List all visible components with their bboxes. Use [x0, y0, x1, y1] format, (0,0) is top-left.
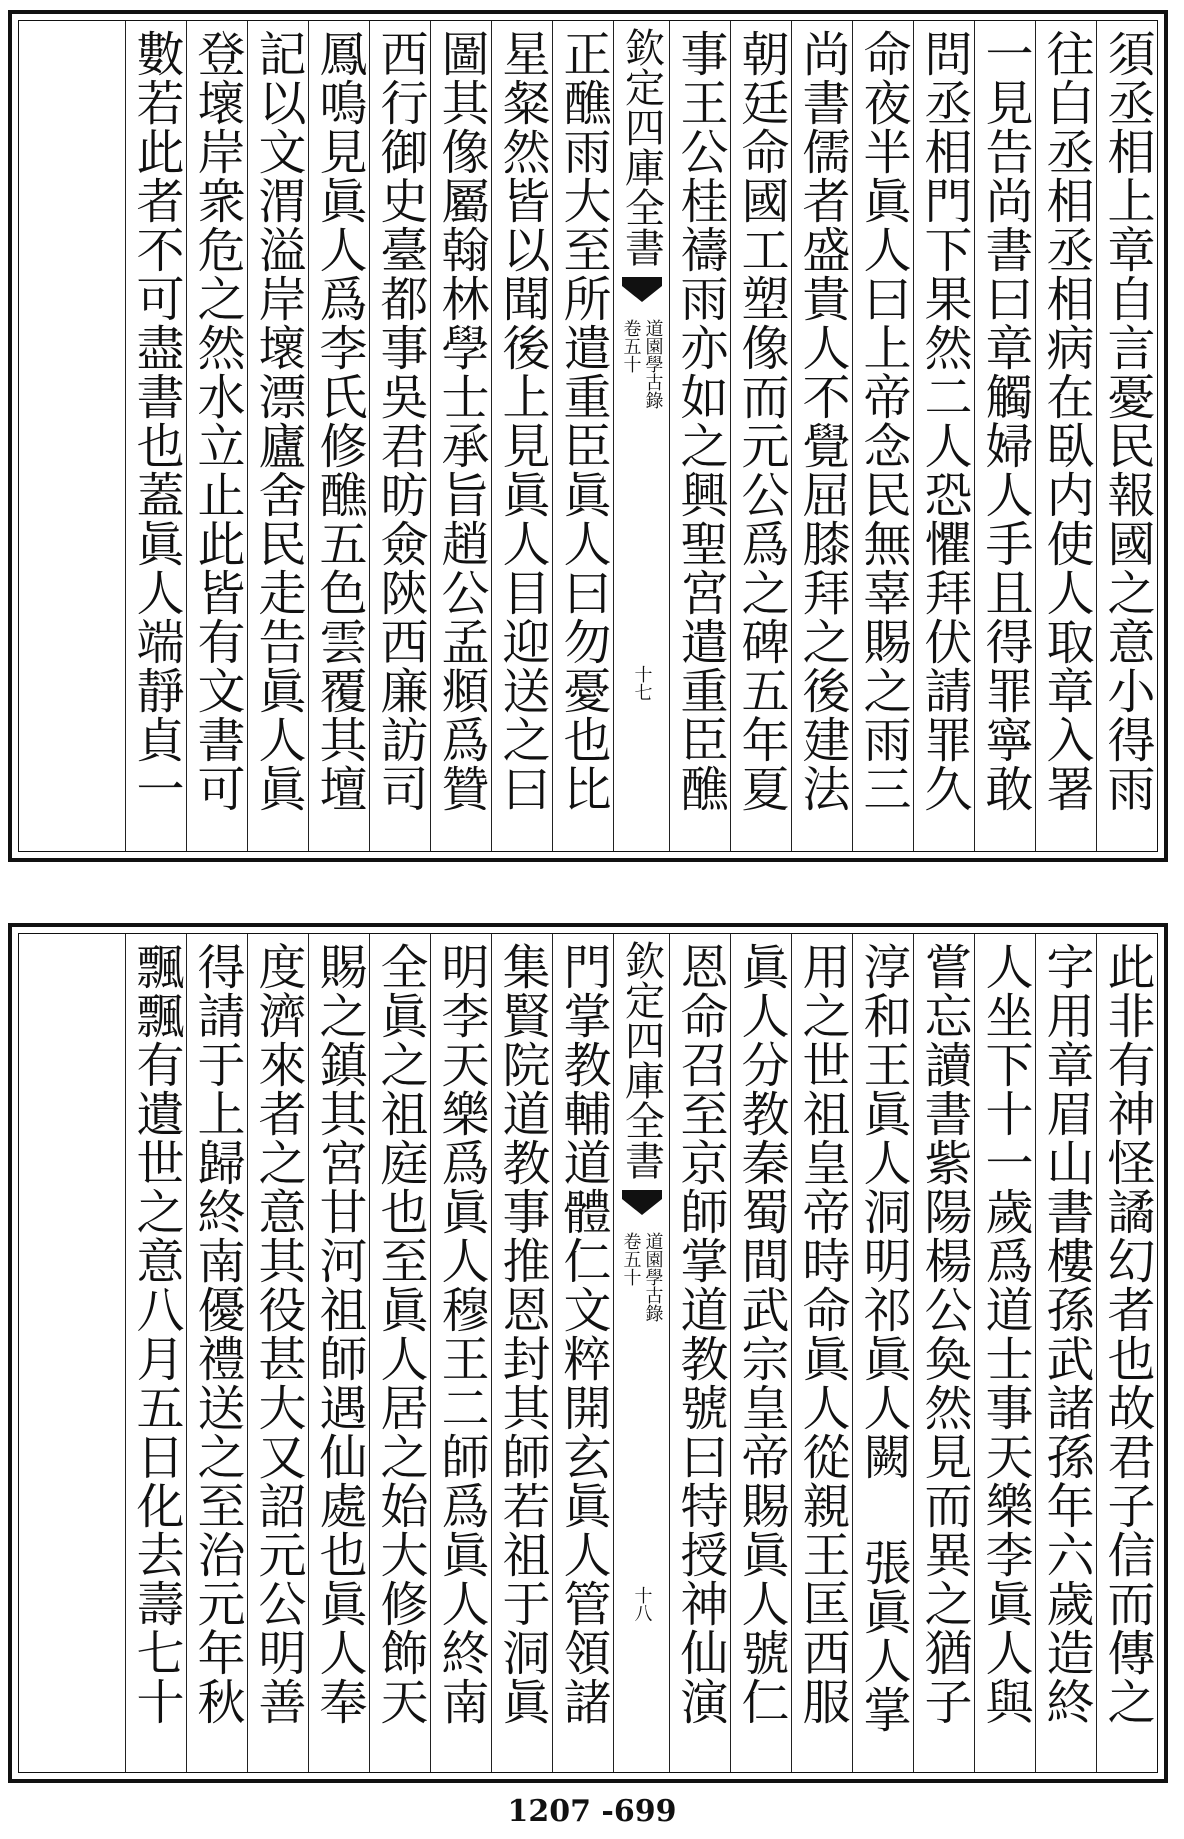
text-column: 須丞相上章自言憂民報國之意小得雨 — [1096, 21, 1157, 851]
text-column: 度濟來者之意其役甚大又詔元公明善 — [247, 934, 308, 1772]
text-column: 得請于上歸終南優禮送之至治元年秋 — [186, 934, 247, 1772]
series-title: 欽定四庫全書 — [618, 27, 665, 267]
text-column: 朝廷命國工塑像而元公爲之碑五年夏 — [730, 21, 791, 851]
text-column: 事王公桂禱雨亦如之興聖宮遣重臣醮 — [669, 21, 730, 851]
book-title: 道園學古錄 — [642, 1232, 664, 1322]
text-column: 記以文渭溢岸壞漂廬舍民走告眞人眞 — [247, 21, 308, 851]
text-column: 恩命召至京師掌道教號曰特授神仙演 — [669, 934, 730, 1772]
text-column: 人坐下十一歲爲道士事天樂李眞人與 — [974, 934, 1035, 1772]
series-title: 欽定四庫全書 — [618, 940, 665, 1180]
volume-number: 卷五十 — [620, 1232, 642, 1286]
book-info — [621, 1232, 663, 1322]
text-column: 字用章眉山書樓孫武諸孫年六歲造終 — [1035, 934, 1096, 1772]
page-number-footer: 1207 -699 — [507, 1794, 677, 1829]
page-top-frame — [18, 20, 1158, 852]
page-bottom-frame — [18, 933, 1158, 1773]
text-column: 一見告尚書曰章觸婦人手且得罪寧敢 — [974, 21, 1035, 851]
text-column: 登壞岸衆危之然水立止此皆有文書可 — [186, 21, 247, 851]
book-title: 道園學古錄 — [642, 319, 664, 409]
text-column: 往白丞相丞相病在臥内使人取章入署 — [1035, 21, 1096, 851]
text-column: 鳳鳴見眞人爲李氏修醮五色雲覆其壇 — [308, 21, 369, 851]
text-column: 明李天樂爲眞人穆王二師爲眞人終南 — [430, 934, 491, 1772]
text-column: 賜之鎮其宮甘河祖師遇仙處也眞人奉 — [308, 934, 369, 1772]
center-spine — [613, 934, 669, 1772]
text-column: 星粲然皆以聞後上見眞人目迎送之曰 — [491, 21, 552, 851]
book-info — [621, 319, 663, 409]
leaf-number: 十七 — [631, 665, 653, 701]
leaf-number: 十八 — [631, 1586, 653, 1622]
text-column: 門掌教輔道體仁文粹開玄眞人管領諸 — [552, 934, 613, 1772]
volume-number: 卷五十 — [620, 319, 642, 373]
text-column: 用之世祖皇帝時命眞人從親王匡西服 — [791, 934, 852, 1772]
text-column: 淳和王眞人洞明祁眞人闕 張眞人掌 — [852, 934, 913, 1772]
page-top — [8, 10, 1168, 862]
text-column: 尚書儒者盛貴人不覺屈膝拜之後建法 — [791, 21, 852, 851]
text-column: 數若此者不可盡書也蓋眞人端靜貞一 — [125, 21, 186, 851]
text-column: 嘗忘讀書紫陽楊公奐然見而異之猶子 — [913, 934, 974, 1772]
text-column: 此非有神怪譎幻者也故君子信而傳之 — [1096, 934, 1157, 1772]
text-column: 命夜半眞人曰上帝念民無辜賜之雨三 — [852, 21, 913, 851]
text-column: 全眞之祖庭也至眞人居之始大修飾天 — [369, 934, 430, 1772]
page-bottom — [8, 923, 1168, 1783]
text-column: 集賢院道教事推恩封其師若祖于洞眞 — [491, 934, 552, 1772]
text-column: 問丞相門下果然二人恐懼拜伏請罪久 — [913, 21, 974, 851]
text-column: 正醮雨大至所遣重臣眞人曰勿憂也比 — [552, 21, 613, 851]
text-column: 眞人分教秦蜀間武宗皇帝賜眞人號仁 — [730, 934, 791, 1772]
fish-tail-mark — [622, 277, 662, 307]
center-spine — [613, 21, 669, 851]
fish-tail-mark — [622, 1190, 662, 1220]
text-column: 西行御史臺都事吳君昉僉陝西廉訪司 — [369, 21, 430, 851]
text-column: 飄飄有遺世之意八月五日化去壽七十 — [125, 934, 186, 1772]
text-column: 圖其像屬翰林學士承旨趙公孟頫爲贊 — [430, 21, 491, 851]
